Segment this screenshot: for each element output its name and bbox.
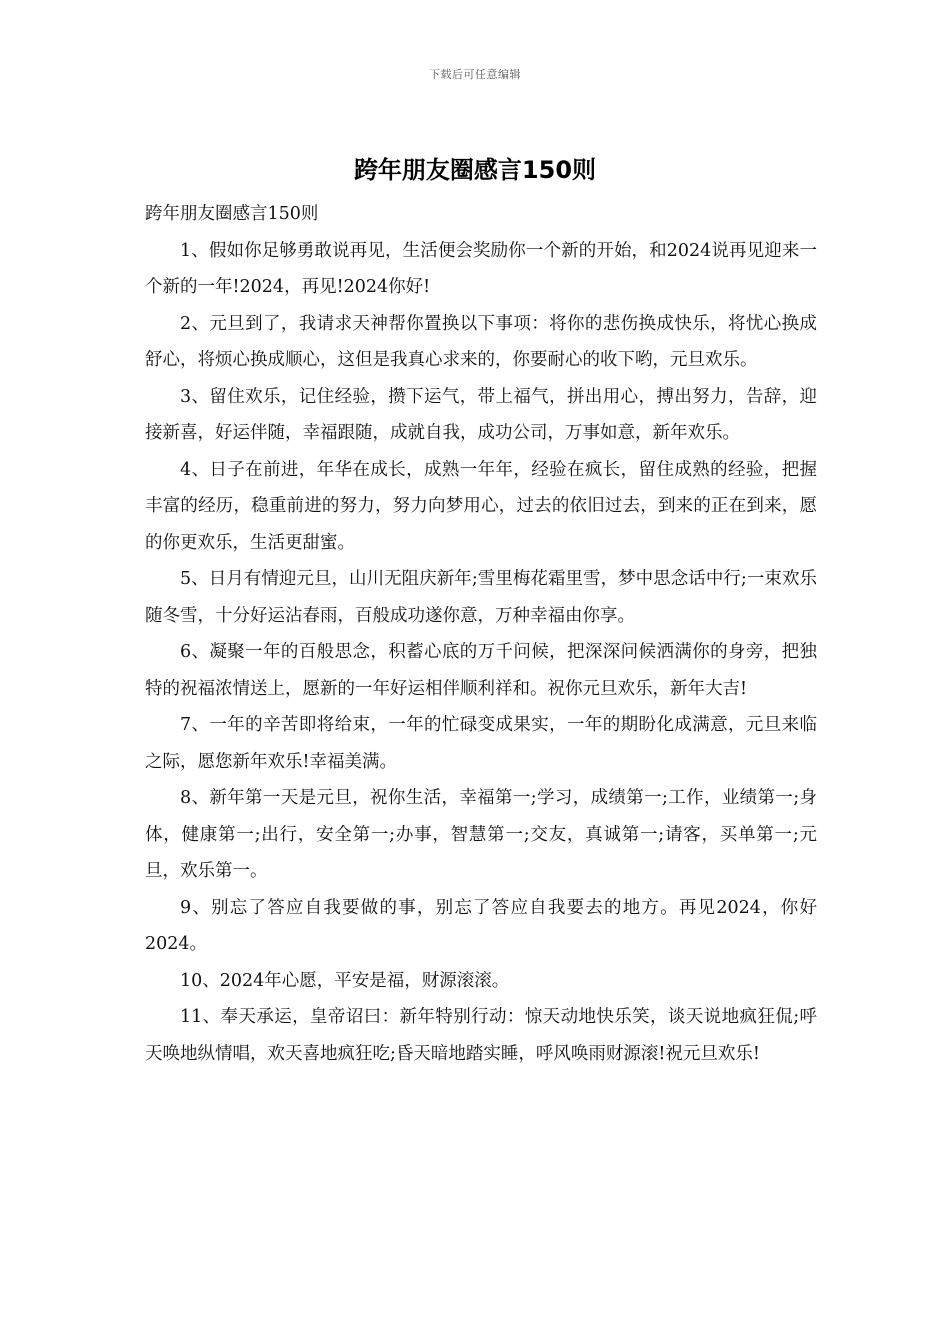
document-body	[145, 196, 817, 1072]
paragraph-4: 4、日子在前进，年华在成长，成熟一年年，经验在疯长，留住成熟的经验，把握丰富的经历，稳重前进的努力，努力向梦用心，过去的依旧过去，到来的正在到来，愿的你更欢乐，生活更甜蜜。	[145, 459, 817, 553]
paragraph-6: 6、凝聚一年的百般思念，积蓄心底的万千问候，把深深问候洒满你的身旁，把独特的祝福浓情送上，愿新的一年好运相伴顺利祥和。祝你元旦欢乐，新年大吉!	[145, 642, 817, 699]
paragraph-10: 10、2024年心愿，平安是福，财源滚滚。	[180, 970, 510, 991]
paragraph-9: 9、别忘了答应自我要做的事，别忘了答应自我要去的地方。再见2024，你好2024。	[145, 897, 817, 954]
document-title: 跨年朋友圈感言150则	[353, 156, 597, 184]
document-subtitle: 跨年朋友圈感言150则	[145, 204, 319, 224]
paragraph-3: 3、留住欢乐，记住经验，攒下运气，带上福气，拼出用心，搏出努力，告辞，迎接新喜，好运伴随，幸福跟随，成就自我，成功公司，万事如意，新年欢乐。	[145, 386, 817, 443]
paragraph-11: 11、奉天承运，皇帝诏曰：新年特别行动：惊天动地快乐笑，谈天说地疯狂侃;呼天唤地纵情唱，欢天喜地疯狂吃;昏天暗地踏实睡，呼风唤雨财源滚!祝元旦欢乐!	[145, 1007, 817, 1064]
header-note: 下载后可任意编辑	[429, 68, 521, 81]
paragraph-7: 7、一年的辛苦即将给束，一年的忙碌变成果实，一年的期盼化成满意，元旦来临之际，愿您新年欢乐!幸福美满。	[145, 715, 817, 772]
paragraph-8: 8、新年第一天是元旦，祝你生活，幸福第一;学习，成绩第一;工作，业绩第一;身体，健康第一;出行，安全第一;办事，智慧第一;交友，真诚第一;请客，买单第一;元旦，欢乐第一。	[145, 788, 817, 881]
paragraph-2: 2、元旦到了，我请求天神帮你置换以下事项：将你的悲伤换成快乐，将忧心换成舒心，将烦心换成顺心，这但是我真心求来的，你要耐心的收下哟，元旦欢乐。	[145, 313, 817, 370]
paragraph-5: 5、日月有情迎元旦，山川无阻庆新年;雪里梅花霜里雪，梦中思念话中行;一束欢乐随冬雪，十分好运沾春雨，百般成功遂你意，万种幸福由你享。	[145, 569, 817, 626]
paragraph-1: 1、假如你足够勇敢说再见，生活便会奖励你一个新的开始，和2024说再见迎来一个新的一年!2024，再见!2024你好!	[145, 240, 817, 297]
